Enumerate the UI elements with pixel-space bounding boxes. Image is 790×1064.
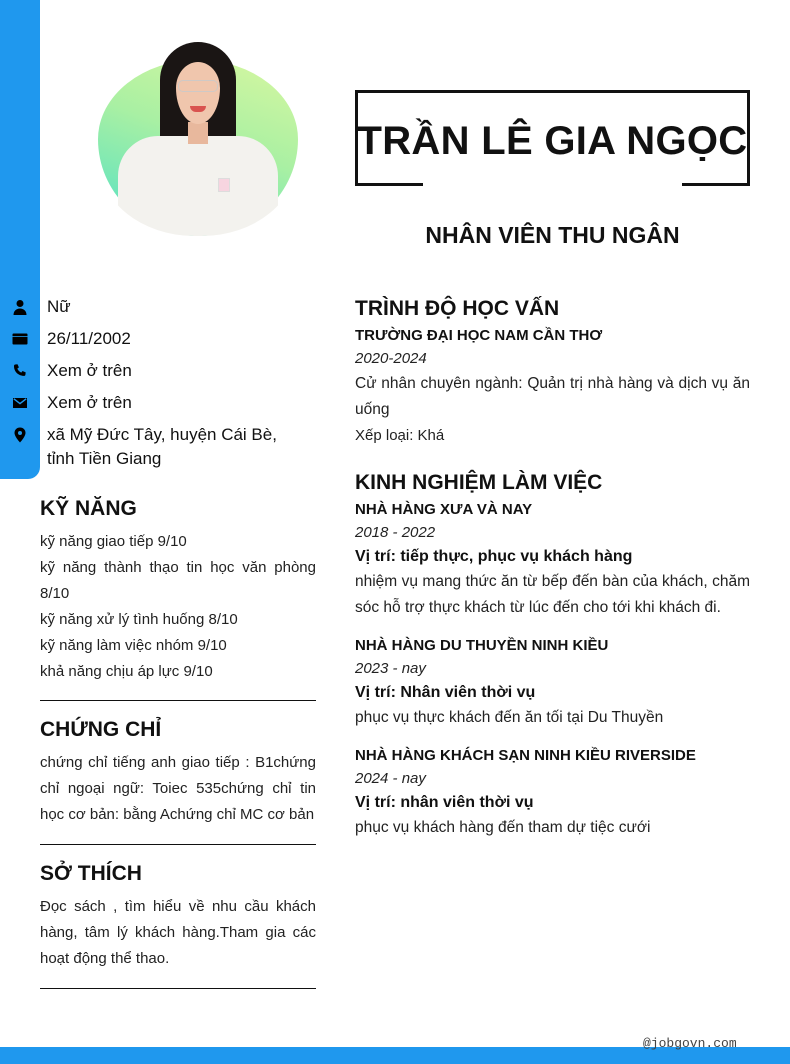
skills-section [40,495,316,685]
job-description: phục vụ khách hàng đến tham dự tiệc cưới [355,819,651,836]
skill-item: kỹ năng thành thạo tin học văn phòng 8/10 [40,559,316,602]
experience-item [355,499,750,621]
job-role: Vị trí: Nhân viên thời vụ [355,684,536,701]
contact-email: Xem ở trên [0,391,320,415]
experience-item [355,745,750,841]
job-description: nhiệm vụ mang thức ăn từ bếp đến bàn của khách, chăm sóc hỗ trợ thực khách từ lúc đến cho tới khi khách đi. [355,573,750,616]
calendar-icon [0,327,40,351]
portrait-illustration [98,40,298,236]
divider [40,700,316,701]
section-title-hobbies: SỞ THÍCH [40,862,142,885]
email-icon [0,391,40,415]
job-description: phục vụ thực khách đến ăn tối tại Du Thuyền [355,709,664,726]
skill-item: khả năng chịu áp lực 9/10 [40,663,213,680]
employer-name: NHÀ HÀNG XƯA VÀ NAY [355,501,533,518]
contact-address: xã Mỹ Đức Tây, huyện Cái Bè, tỉnh Tiền Giang [0,423,320,471]
job-role: Vị trí: tiếp thực, phục vụ khách hàng [355,548,633,565]
job-title: NHÂN VIÊN THU NGÂN [425,222,680,248]
divider [40,844,316,845]
education-section [355,295,750,449]
contact-phone: Xem ở trên [0,359,320,383]
education-period: 2020-2024 [355,350,427,367]
phone-icon [0,359,40,383]
skill-item: kỹ năng giao tiếp 9/10 [40,533,187,550]
contact-birthdate: 26/11/2002 [0,327,320,351]
education-major: Cử nhân chuyên ngành: Quản trị nhà hàng và dịch vụ ăn uống [355,375,750,418]
skill-item: kỹ năng làm việc nhóm 9/10 [40,637,227,654]
contact-info [0,295,320,479]
experience-item [355,635,750,731]
hobbies-section [40,860,316,972]
education-grade: Xếp loại: Khá [355,427,445,444]
section-title-education: TRÌNH ĐỘ HỌC VẤN [355,297,560,320]
employment-period: 2023 - nay [355,660,426,677]
certificates-section [40,716,316,828]
skill-item: kỹ năng xử lý tình huống 8/10 [40,611,238,628]
profile-photo [98,40,298,236]
experience-section [355,469,750,841]
employment-period: 2024 - nay [355,770,426,787]
employer-name: NHÀ HÀNG DU THUYỀN NINH KIỀU [355,637,609,654]
watermark: @jobgovn.com [643,1036,737,1051]
section-title-experience: KINH NGHIỆM LÀM VIỆC [355,471,603,494]
location-icon [0,423,40,447]
candidate-name: TRẦN LÊ GIA NGỌC [357,119,748,163]
hobbies-text: Đọc sách , tìm hiểu về nhu cầu khách hàng, tâm lý khách hàng.Tham gia các hoạt động thể thao. [40,898,316,967]
contact-gender: Nữ [0,295,320,319]
divider [40,988,316,989]
section-title-skills: KỸ NĂNG [40,497,137,520]
person-icon [0,295,40,319]
certificates-text: chứng chỉ tiếng anh giao tiếp : B1chứng chỉ ngoại ngữ: Toiec 535chứng chỉ tin học cơ bản: bằng Achứng chỉ MC cơ bản [40,754,316,823]
employment-period: 2018 - 2022 [355,524,436,541]
school-name: TRƯỜNG ĐẠI HỌC NAM CẦN THƠ [355,327,603,344]
employer-name: NHÀ HÀNG KHÁCH SẠN NINH KIỀU RIVERSIDE [355,747,696,764]
section-title-certificates: CHỨNG CHỈ [40,718,162,741]
job-role: Vị trí: nhân viên thời vụ [355,794,534,811]
